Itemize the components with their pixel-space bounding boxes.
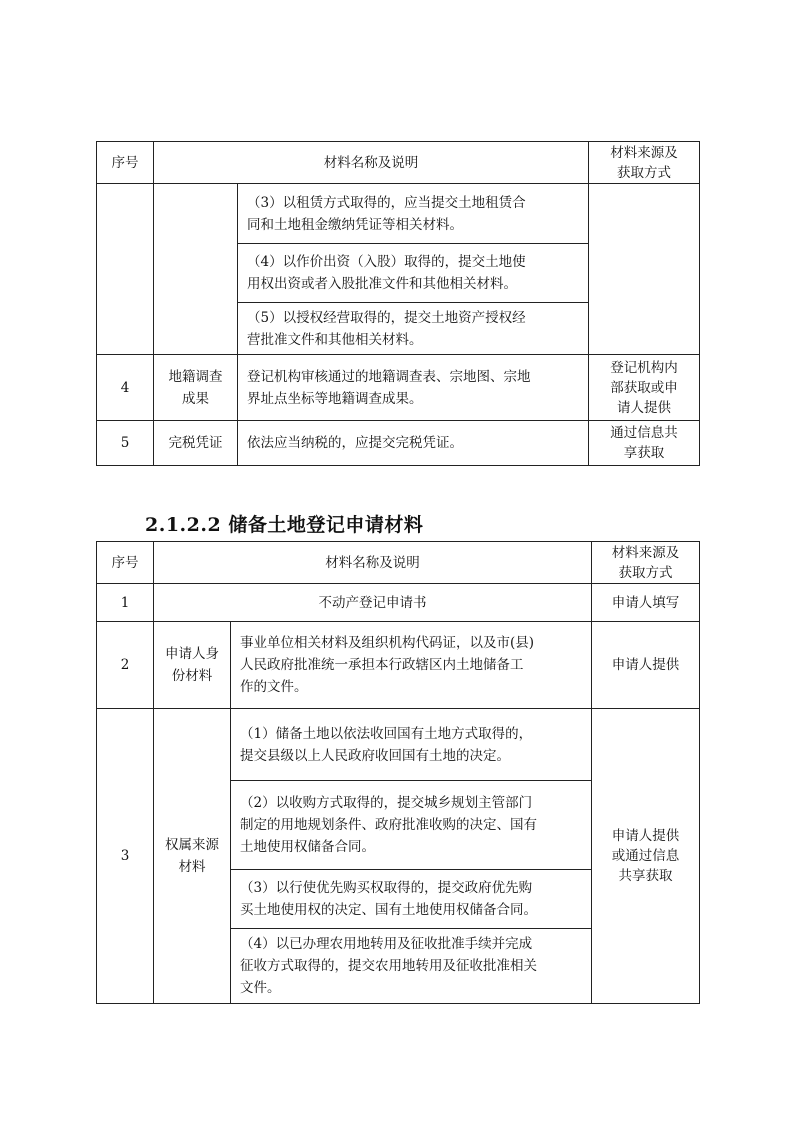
cell-source: 申请人填写: [592, 584, 700, 622]
table-row: [97, 184, 700, 244]
cell-no: 5: [97, 421, 154, 466]
table-header-row: [97, 542, 700, 584]
list-item: （4）以已办理农用地转用及征收批准手续并完成 征收方式取得的，提交农用地转用及征收批准相关 文件。: [231, 929, 592, 1004]
cell-name: 权属来源 材料: [154, 709, 231, 1004]
table-row: [97, 709, 700, 781]
cell-name: 完税凭证: [154, 421, 238, 466]
cell-source-empty: [589, 184, 700, 355]
list-item: （4）以作价出资（入股）取得的，提交土地使 用权出资或者入股批准文件和其他相关材料。: [238, 244, 589, 303]
cell-source: 申请人提供: [592, 622, 700, 709]
header-no: 序号: [97, 142, 154, 184]
list-item: （3）以租赁方式取得的，应当提交土地租赁合 同和土地租金缴纳凭证等相关材料。: [238, 184, 589, 244]
cell-source: 通过信息共 享获取: [589, 421, 700, 466]
cell-no: 1: [97, 584, 154, 622]
list-item: （3）以行使优先购买权取得的，提交政府优先购 买土地使用权的决定、国有土地使用权储备合同。: [231, 870, 592, 929]
header-source: 材料来源及 获取方式: [592, 542, 700, 584]
table-row: [97, 355, 700, 421]
cell-no-empty: [97, 184, 154, 355]
cell-name: 申请人身 份材料: [154, 622, 231, 709]
cell-desc: 事业单位相关材料及组织机构代码证，以及市(县) 人民政府批准统一承担本行政辖区内土地储备工 作的文件。: [231, 622, 592, 709]
cell-no: 4: [97, 355, 154, 421]
cell-name-empty: [154, 184, 238, 355]
cell-source: 申请人提供 或通过信息 共享获取: [592, 709, 700, 1004]
cell-no: 2: [97, 622, 154, 709]
cell-source: 登记机构内 部获取或申 请人提供: [589, 355, 700, 421]
cell-desc: 登记机构审核通过的地籍调查表、宗地图、宗地 界址点坐标等地籍调查成果。: [238, 355, 589, 421]
materials-table-continued: [96, 141, 700, 466]
cell-no: 3: [97, 709, 154, 1004]
list-item: （5）以授权经营取得的，提交土地资产授权经 营批准文件和其他相关材料。: [238, 303, 589, 355]
section-title: 2.1.2.2 储备土地登记申请材料: [145, 514, 424, 536]
reserve-land-materials-table: [96, 541, 700, 1004]
list-item: （1）储备土地以依法收回国有土地方式取得的， 提交县级以上人民政府收回国有土地的决定。: [231, 709, 592, 781]
header-no: 序号: [97, 542, 154, 584]
table-row: [97, 421, 700, 466]
cell-name: 不动产登记申请书: [154, 584, 592, 622]
header-name: 材料名称及说明: [154, 542, 592, 584]
header-name: 材料名称及说明: [154, 142, 589, 184]
list-item: （2）以收购方式取得的，提交城乡规划主管部门 制定的用地规划条件、政府批准收购的决定、国有 土地使用权储备合同。: [231, 781, 592, 870]
header-source: 材料来源及 获取方式: [589, 142, 700, 184]
cell-desc: 依法应当纳税的，应提交完税凭证。: [238, 421, 589, 466]
cell-name: 地籍调查 成果: [154, 355, 238, 421]
table-row: [97, 584, 700, 622]
table-header-row: [97, 142, 700, 184]
table-row: [97, 622, 700, 709]
